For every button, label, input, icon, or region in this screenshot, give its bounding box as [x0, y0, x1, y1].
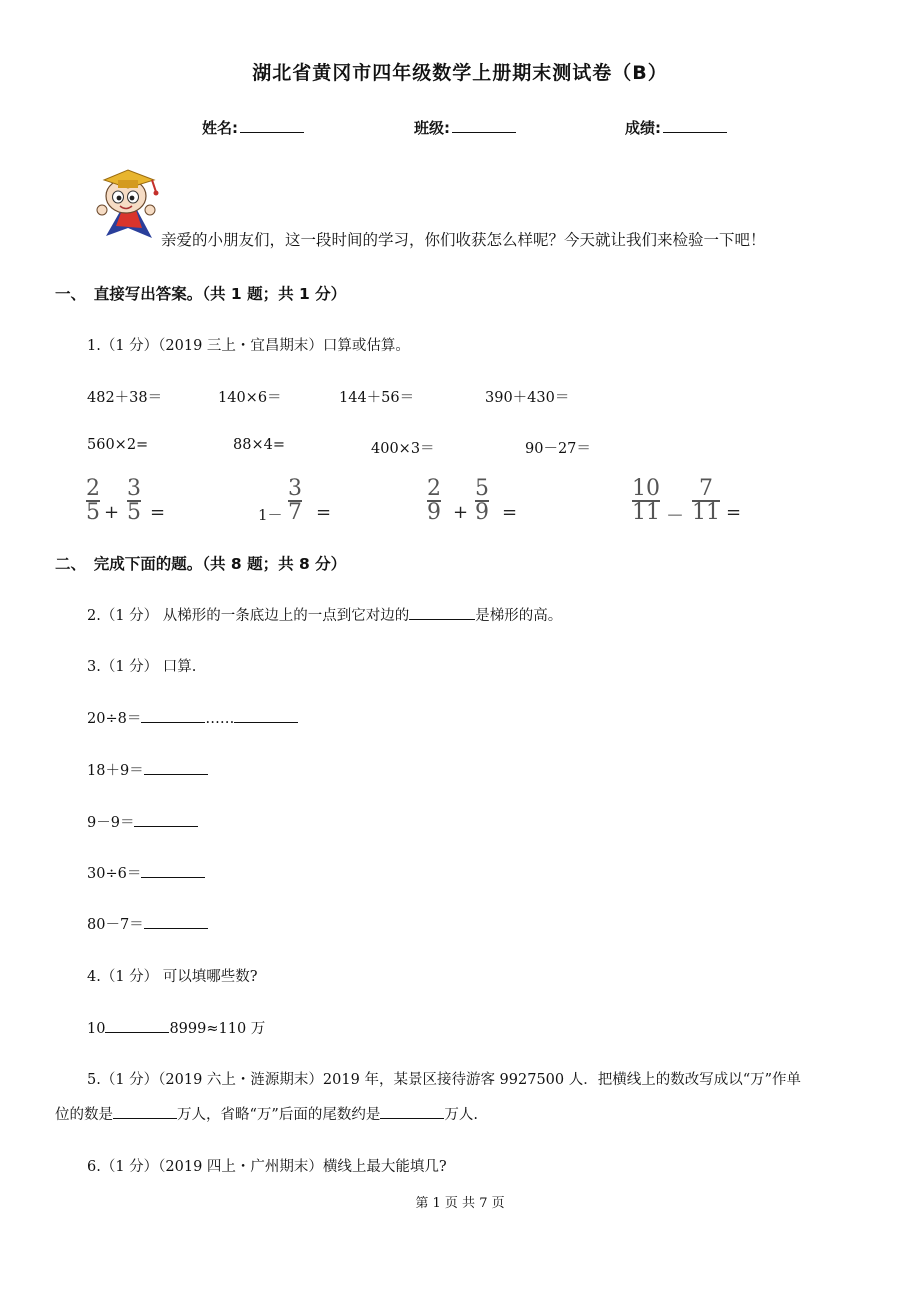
- minus-operator: －: [666, 506, 684, 527]
- fraction: [475, 478, 489, 524]
- q3-expression: 30÷6＝: [87, 866, 142, 882]
- plus-operator: +: [453, 502, 469, 523]
- fraction-numerator: 10: [632, 476, 660, 501]
- fraction-numerator: 2: [427, 476, 441, 501]
- q1-item: 390＋430＝: [485, 390, 570, 406]
- one-minus: 1－: [258, 506, 283, 524]
- q3-line: [87, 862, 205, 883]
- q1-item: 482＋38＝: [87, 390, 163, 406]
- plus-operator: +: [104, 502, 120, 523]
- class-field: [414, 116, 516, 138]
- q5-blank-2[interactable]: [380, 1104, 444, 1119]
- q2-blank[interactable]: [409, 605, 475, 620]
- fraction: [632, 478, 660, 524]
- q1-item: 140×6＝: [218, 390, 282, 406]
- page-footer: 第 1 页 共 7 页: [415, 1196, 505, 1211]
- q3-line: [87, 759, 208, 780]
- score-blank[interactable]: [663, 116, 727, 133]
- fraction-denominator: 11: [692, 500, 720, 525]
- answer-blank[interactable]: [141, 863, 205, 878]
- answer-blank[interactable]: [144, 760, 208, 775]
- q2-text: [87, 604, 562, 625]
- equals-sign: =: [316, 502, 332, 523]
- answer-blank[interactable]: [144, 914, 208, 929]
- q5-text-c: 万人.: [444, 1107, 478, 1123]
- q6-header: 6.（1 分）（2019 四上・广州期末）横线上最大能填几?: [87, 1159, 447, 1175]
- q1-item: 400×3＝: [371, 441, 435, 457]
- name-blank[interactable]: [240, 116, 304, 133]
- equals-sign: =: [502, 502, 518, 523]
- q1-header: 1.（1 分）（2019 三上・宜昌期末）口算或估算。: [87, 338, 410, 354]
- fraction: [692, 478, 720, 524]
- fraction-numerator: 3: [127, 476, 141, 501]
- name-label: 姓名:: [202, 119, 238, 137]
- q4-text-b: 8999≈110 万: [169, 1021, 266, 1037]
- q1-item: 144＋56＝: [339, 390, 415, 406]
- q2-text-b: 是梯形的高。: [475, 608, 563, 624]
- q3-expression: 9－9＝: [87, 815, 135, 831]
- answer-blank[interactable]: [141, 708, 205, 723]
- fraction-denominator: 9: [475, 500, 489, 525]
- q4-text-a: 10: [87, 1021, 106, 1037]
- page-title: 湖北省黄冈市四年级数学上册期末测试卷（B）: [252, 62, 668, 84]
- class-label: 班级:: [414, 119, 450, 137]
- fraction: [127, 478, 141, 524]
- q5-blank-1[interactable]: [113, 1104, 177, 1119]
- fraction: [86, 478, 100, 524]
- class-blank[interactable]: [452, 116, 516, 133]
- score-label: 成绩:: [625, 119, 661, 137]
- section-1-header: 一、 直接写出答案。（共 1 题；共 1 分）: [55, 285, 347, 303]
- fraction-denominator: 9: [427, 500, 441, 525]
- equals-sign: =: [150, 502, 166, 523]
- q5-line-1: 5.（1 分）（2019 六上・涟源期末）2019 年，某景区接待游客 9927500 人．把横线上的数改写成以“万”作单: [87, 1072, 802, 1088]
- name-field: [202, 116, 304, 138]
- remainder-blank[interactable]: [234, 708, 298, 723]
- fraction-numerator: 7: [699, 476, 713, 501]
- section-2-header: 二、 完成下面的题。（共 8 题；共 8 分）: [55, 555, 347, 573]
- q2-text-a: 2.（1 分） 从梯形的一条底边上的一点到它对边的: [87, 608, 410, 624]
- q3-expression: 20÷8＝: [87, 711, 142, 727]
- fraction-denominator: 11: [632, 500, 660, 525]
- fraction-numerator: 2: [86, 476, 100, 501]
- mascot-image: [92, 166, 164, 246]
- q1-item: 560×2=: [87, 437, 149, 453]
- q3-expression: 80－7＝: [87, 917, 144, 933]
- q3-expression: 18＋9＝: [87, 763, 144, 779]
- q4-header: 4.（1 分） 可以填哪些数?: [87, 969, 258, 985]
- score-field: [625, 116, 727, 138]
- q4-line: [87, 1017, 265, 1038]
- q5-line-2: [55, 1103, 478, 1124]
- q5-text-b: 万人，省略“万”后面的尾数约是: [177, 1107, 381, 1123]
- q3-line: [87, 913, 208, 934]
- fraction: [427, 478, 441, 524]
- q3-line: [87, 811, 198, 832]
- fraction: [288, 478, 302, 524]
- answer-blank[interactable]: [134, 812, 198, 827]
- fraction-numerator: 5: [475, 476, 489, 501]
- fraction-denominator: 7: [288, 500, 302, 525]
- q1-item: 88×4=: [233, 437, 285, 453]
- q3-header: 3.（1 分） 口算.: [87, 659, 197, 675]
- fraction-denominator: 5: [127, 500, 141, 525]
- fraction-numerator: 3: [288, 476, 302, 501]
- q4-blank[interactable]: [105, 1018, 169, 1033]
- q3-line: [87, 707, 298, 728]
- q5-text-a: 位的数是: [55, 1107, 113, 1123]
- greeting-text: 亲爱的小朋友们，这一段时间的学习，你们收获怎么样呢？今天就让我们来检验一下吧！: [161, 231, 766, 249]
- remainder-dots: ……: [205, 711, 235, 727]
- q1-item: 90－27＝: [525, 441, 591, 457]
- fraction-denominator: 5: [86, 500, 100, 525]
- equals-sign: =: [726, 502, 742, 523]
